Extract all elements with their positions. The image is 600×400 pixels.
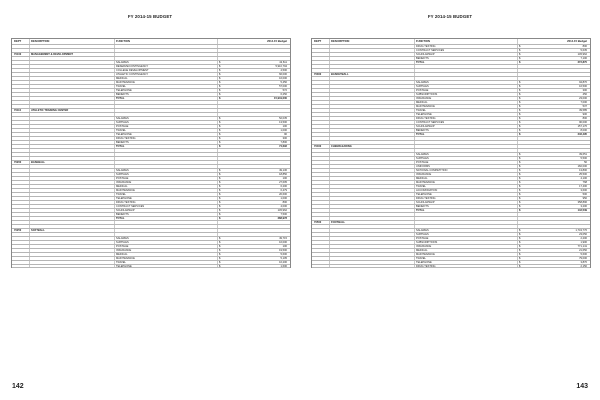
dept-description: SOFTBALL (31, 229, 45, 232)
dollar-sign: $ (219, 217, 221, 220)
dollar-sign: $ (219, 201, 221, 204)
table-row (312, 264, 590, 268)
page-number: 142 (12, 383, 24, 390)
budget-amount: 500 (582, 193, 587, 196)
budget-amount: 25,500 (579, 173, 587, 176)
function-name: SCHOLARSHIP (116, 209, 135, 212)
function-name: SUPPLIES (416, 85, 429, 88)
function-name: TELEPHONE (116, 89, 132, 92)
budget-amount: 157,176 (577, 125, 587, 128)
dollar-sign: $ (219, 265, 221, 268)
dollar-sign: $ (519, 161, 521, 164)
dollar-sign: $ (519, 265, 521, 268)
function-name: TRAVEL (116, 85, 126, 88)
header-budget: 2014-15 Budget (567, 40, 587, 43)
function-name: UNIFORMS (416, 165, 430, 168)
budget-amount: 4,000 (280, 205, 287, 208)
dollar-sign: $ (219, 185, 221, 188)
function-name: TELEPHONE (416, 193, 432, 196)
function-name: TOTAL (416, 133, 425, 136)
dollar-sign: $ (519, 245, 521, 248)
budget-amount: 50 (584, 161, 587, 164)
function-name: POSTAGE (416, 89, 429, 92)
dollar-sign: $ (219, 85, 221, 88)
header-description: DESCRIPTION (31, 40, 50, 43)
dollar-sign: $ (519, 157, 521, 160)
budget-amount: 7,500 (280, 213, 287, 216)
dollar-sign: $ (219, 77, 221, 80)
budget-amount: 23,050 (579, 233, 587, 236)
budget-amount: 537 (582, 105, 587, 108)
budget-amount: 39,585 (579, 109, 587, 112)
budget-amount: 16,500 (579, 85, 587, 88)
budget-amount: 1,900 (580, 241, 587, 244)
function-name: DRUG TESTING (116, 137, 136, 140)
budget-amount: 5,600 (280, 253, 287, 256)
budget-amount: 6,250 (280, 93, 287, 96)
function-name: TRAVEL (116, 261, 126, 264)
budget-amount: 15,919,000 (274, 97, 287, 100)
budget-amount: 49,715 (279, 237, 287, 240)
table-row (12, 264, 290, 268)
function-name: SALARIES (416, 153, 429, 156)
dollar-sign: $ (519, 61, 521, 64)
dollar-sign: $ (219, 241, 221, 244)
budget-amount: 16,000 (279, 77, 287, 80)
dollar-sign: $ (219, 73, 221, 76)
function-name: TRAVEL (416, 257, 426, 260)
function-name: SALARIES (416, 81, 429, 84)
function-name: TRAVEL (116, 129, 126, 132)
budget-amount: 23,000 (579, 97, 587, 100)
function-name: TOTAL (416, 61, 425, 64)
budget-amount: 79,000 (579, 257, 587, 260)
dollar-sign: $ (219, 65, 221, 68)
budget-amount: 1,743,776 (575, 229, 587, 232)
budget-amount: 16,000 (279, 241, 287, 244)
dollar-sign: $ (519, 49, 521, 52)
budget-amount: 142,539 (577, 209, 587, 212)
dollar-sign: $ (519, 129, 521, 132)
budget-amount: 90 (284, 133, 287, 136)
function-name: DRUG TESTING (116, 201, 136, 204)
budget-amount: 1,000 (280, 197, 287, 200)
function-name: BENEFITS (116, 141, 129, 144)
budget-amount: 5,500 (580, 157, 587, 160)
dept-description: MANAGEMENT & DEVELOPMENT (31, 53, 73, 56)
dollar-sign: $ (519, 89, 521, 92)
budget-amount: 572 (282, 89, 287, 92)
dollar-sign: $ (519, 81, 521, 84)
dollar-sign: $ (219, 129, 221, 132)
header-function: FUNCTION (416, 40, 430, 43)
dollar-sign: $ (219, 249, 221, 252)
budget-amount: 16,200 (279, 261, 287, 264)
function-name: MEDICAL (116, 77, 128, 80)
dollar-sign: $ (519, 165, 521, 168)
function-name: COLLEGE DEVELOPMENT (116, 69, 149, 72)
function-name: MEDICAL (416, 177, 428, 180)
function-name: BENEFITS (116, 93, 129, 96)
dollar-sign: $ (519, 173, 521, 176)
dept-description: BASEBALL (31, 161, 46, 164)
dollar-sign: $ (219, 117, 221, 120)
dollar-sign: $ (219, 181, 221, 184)
header-description: DESCRIPTION (331, 40, 350, 43)
function-name: SUPPLIES (116, 173, 129, 176)
budget-amount: 450 (582, 93, 587, 96)
dollar-sign: $ (519, 193, 521, 196)
dept-code: 70110 (14, 109, 22, 112)
function-name: POSTAGE (116, 177, 129, 180)
budget-amount: 4,500 (280, 69, 287, 72)
budget-amount: 272,870 (577, 61, 587, 64)
budget-amount: 100 (282, 245, 287, 248)
function-name: NATIONAL COMPETITION (416, 169, 448, 172)
dept-code: 70250 (14, 229, 22, 232)
dollar-sign: $ (219, 125, 221, 128)
dollar-sign: $ (519, 185, 521, 188)
function-name: MAINTENANCE (416, 181, 435, 184)
dollar-sign: $ (519, 121, 521, 124)
function-name: POSTAGE (416, 237, 429, 240)
dollar-sign: $ (519, 93, 521, 96)
dollar-sign: $ (219, 89, 221, 92)
dollar-sign: $ (519, 261, 521, 264)
dollar-sign: $ (519, 85, 521, 88)
dollar-sign: $ (219, 253, 221, 256)
dollar-sign: $ (519, 201, 521, 204)
dollar-sign: $ (519, 229, 521, 232)
function-name: SALARIES (416, 229, 429, 232)
dollar-sign: $ (219, 189, 221, 192)
function-name: INSURANCE (416, 245, 432, 248)
budget-amount: 1,000 (280, 129, 287, 132)
dollar-sign: $ (519, 205, 521, 208)
function-name: TELEPHONE (416, 113, 432, 116)
dollar-sign: $ (519, 209, 521, 212)
dollar-sign: $ (219, 205, 221, 208)
budget-amount: 17,400 (579, 185, 587, 188)
function-name: MAINTENANCE (116, 257, 135, 260)
dept-code: 70100 (14, 53, 22, 56)
dollar-sign: $ (219, 173, 221, 176)
dollar-sign: $ (519, 125, 521, 128)
function-name: DRUG TESTING (416, 197, 436, 200)
budget-amount: 300 (582, 89, 587, 92)
dollar-sign: $ (219, 209, 221, 212)
function-name: ATHLETIC CONTINGENCY (116, 73, 149, 76)
function-name: INSURANCE (416, 173, 432, 176)
function-name: SUPPLIES (416, 157, 429, 160)
dollar-sign: $ (219, 141, 221, 144)
dollar-sign: $ (519, 253, 521, 256)
function-name: CONTRACT SERVICES (416, 121, 445, 124)
function-name: SUBSCRIPTIONS (416, 93, 438, 96)
budget-amount: 13,800 (579, 169, 587, 172)
function-name: MEDICAL (116, 253, 128, 256)
function-name: TRAVEL (416, 185, 426, 188)
budget-amount: 7,100 (580, 57, 587, 60)
dollar-sign: $ (519, 109, 521, 112)
budget-amount: 27,605 (279, 181, 287, 184)
header-dept: DEPT (14, 40, 22, 43)
budget-amount: 42,611 (279, 61, 287, 64)
dollar-sign: $ (519, 249, 521, 252)
dollar-sign: $ (519, 105, 521, 108)
budget-amount: 94,870 (579, 81, 587, 84)
budget-amount: 52,035 (279, 117, 287, 120)
function-name: TOTAL (116, 217, 125, 220)
function-name: TRAVEL (416, 109, 426, 112)
function-name: MEDICAL (416, 101, 428, 104)
function-name: MAINTENANCE (416, 105, 435, 108)
function-name: MEDICAL (416, 249, 428, 252)
budget-amount: 768 (582, 181, 587, 184)
budget-amount: 39,651 (579, 153, 587, 156)
function-name: INSURANCE (116, 181, 132, 184)
function-name: SCHOLARSHIP (416, 53, 435, 56)
budget-amount: 3,200 (580, 205, 587, 208)
budget-amount: 3,870 (580, 261, 587, 264)
dollar-sign: $ (219, 197, 221, 200)
budget-amount: 100 (282, 177, 287, 180)
dollar-sign: $ (519, 133, 521, 136)
budget-amount: 18,850 (279, 173, 287, 176)
budget-amount: 19,500 (279, 249, 287, 252)
function-name: BENEFITS (116, 213, 129, 216)
dollar-sign: $ (219, 133, 221, 136)
dollar-sign: $ (219, 81, 221, 84)
dollar-sign: $ (219, 169, 221, 172)
dollar-sign: $ (219, 177, 221, 180)
budget-amount: 288,978 (277, 217, 287, 220)
function-name: SUPPLIES (416, 233, 429, 236)
function-name: MAINTENANCE (116, 81, 135, 84)
dollar-sign: $ (219, 193, 221, 196)
function-name: MEDICAL (116, 185, 128, 188)
dollar-sign: $ (519, 101, 521, 104)
function-name: DRUG TESTING (416, 265, 436, 268)
budget-amount: 6,479 (280, 189, 287, 192)
function-name: CONTRACT SERVICES (416, 49, 445, 52)
function-name: SUPPLIES (116, 121, 129, 124)
dollar-sign: $ (219, 61, 221, 64)
dollar-sign: $ (219, 69, 221, 72)
function-name: SALARIES (116, 169, 129, 172)
function-name: BENEFITS (416, 129, 429, 132)
budget-amount: 49,136 (279, 169, 287, 172)
dollar-sign: $ (519, 177, 521, 180)
function-name: POSTAGE (416, 161, 429, 164)
dept-description: BASKETBALL (331, 73, 349, 76)
function-name: TELEPHONE (116, 265, 132, 268)
function-name: SALARIES (116, 61, 129, 64)
dollar-sign: $ (519, 257, 521, 260)
budget-amount: 5,910,794 (275, 65, 287, 68)
dollar-sign: $ (519, 153, 521, 156)
function-name: ACCOMODATION (416, 189, 438, 192)
budget-table (311, 38, 591, 268)
budget-amount: 100 (282, 125, 287, 128)
function-name: BENEFITS (416, 205, 429, 208)
dollar-sign: $ (219, 245, 221, 248)
dept-code: 70400 (314, 145, 322, 148)
function-name: SCHOLARSHIP (416, 125, 435, 128)
budget-amount: 145,962 (277, 209, 287, 212)
budget-amount: 4,100 (580, 177, 587, 180)
function-name: SCHOLARSHIP (416, 201, 435, 204)
budget-amount: 900 (582, 113, 587, 116)
budget-amount: 950 (582, 197, 587, 200)
budget-amount: 57,000 (279, 85, 287, 88)
budget-amount: 20,600 (279, 193, 287, 196)
budget-amount: 7,800 (280, 141, 287, 144)
dollar-sign: $ (519, 197, 521, 200)
budget-amount: 3,600 (580, 189, 587, 192)
dollar-sign: $ (219, 213, 221, 216)
header-budget: 2014-15 Budget (267, 40, 287, 43)
dollar-sign: $ (519, 241, 521, 244)
dollar-sign: $ (219, 257, 221, 260)
header-function: FUNCTION (116, 40, 130, 43)
dollar-sign: $ (519, 237, 521, 240)
dollar-sign: $ (219, 137, 221, 140)
function-name: TELEPHONE (116, 133, 132, 136)
dollar-sign: $ (219, 97, 221, 100)
budget-amount: 771,141 (577, 245, 587, 248)
function-name: INSURANCE (416, 97, 432, 100)
dollar-sign: $ (219, 145, 221, 148)
dept-description: FOOTBALL (331, 221, 346, 224)
page-number: 143 (576, 383, 588, 390)
budget-amount: 2,200 (580, 237, 587, 240)
dollar-sign: $ (519, 57, 521, 60)
function-name: TOTAL (116, 145, 125, 148)
dollar-sign: $ (519, 45, 521, 48)
dept-description: CHEERLEADING (331, 145, 352, 148)
budget-amount: 13,500 (279, 121, 287, 124)
function-name: TOTAL (416, 209, 425, 212)
budget-amount: 5,450 (280, 81, 287, 84)
right-page (300, 0, 600, 400)
budget-amount: 800 (582, 45, 587, 48)
function-name: CONTRACT SERVICES (116, 205, 145, 208)
function-name: MAINTENANCE (116, 189, 135, 192)
budget-amount: 6,200 (280, 185, 287, 188)
budget-amount: 7,000 (580, 101, 587, 104)
page-title: FY 2014-15 BUDGET (127, 14, 173, 19)
function-name: TELEPHONE (416, 261, 432, 264)
dollar-sign: $ (219, 237, 221, 240)
dollar-sign: $ (519, 113, 521, 116)
budget-amount: 5,635 (580, 49, 587, 52)
dollar-sign: $ (519, 53, 521, 56)
header-dept: DEPT (314, 40, 322, 43)
budget-amount: 300 (282, 137, 287, 140)
budget-amount: 66,000 (279, 73, 287, 76)
function-name: DRUG TESTING (416, 117, 436, 120)
budget-amount: 5,600 (580, 253, 587, 256)
dollar-sign: $ (219, 261, 221, 264)
function-name: RESERVE/CONTINGENCY (116, 65, 149, 68)
dept-code: 70300 (314, 73, 322, 76)
function-name: POSTAGE (116, 245, 129, 248)
function-name: MAINTENANCE (416, 253, 435, 256)
budget-amount: 160,000 (577, 165, 587, 168)
budget-amount: 90,000 (579, 121, 587, 124)
dollar-sign: $ (519, 117, 521, 120)
budget-amount: 2,150 (580, 265, 587, 268)
function-name: TRAVEL (116, 193, 126, 196)
dept-description: ATHLETIC TRAINING CENTER (31, 109, 69, 112)
budget-amount: 358,896 (577, 201, 587, 204)
function-name: DRUG TESTING (416, 45, 436, 48)
budget-amount: 21,650 (579, 249, 587, 252)
dollar-sign: $ (219, 93, 221, 96)
dollar-sign: $ (519, 189, 521, 192)
page-title: FY 2014-15 BUDGET (427, 14, 473, 19)
function-name: TOTAL (116, 97, 125, 100)
function-name: SALARIES (116, 117, 129, 120)
budget-amount: 74,692 (279, 145, 287, 148)
dollar-sign: $ (519, 181, 521, 184)
dollar-sign: $ (519, 97, 521, 100)
budget-amount: 800 (282, 201, 287, 204)
function-name: INSURANCE (116, 249, 132, 252)
budget-amount: 5,105 (280, 257, 287, 260)
budget-table (11, 38, 291, 268)
function-name: SALARIES (116, 237, 129, 240)
budget-amount: 246,495 (577, 133, 587, 136)
budget-amount: 8,000 (580, 129, 587, 132)
function-name: SUPPLIES (116, 241, 129, 244)
function-name: BENEFITS (416, 57, 429, 60)
budget-amount: 145,962 (577, 53, 587, 56)
dept-code: 70500 (314, 221, 322, 224)
budget-amount: 1,600 (280, 265, 287, 268)
dept-code: 70200 (14, 161, 22, 164)
function-name: POSTAGE (116, 125, 129, 128)
function-name: SUBSCRIPTIONS (416, 241, 438, 244)
dollar-sign: $ (219, 121, 221, 124)
function-name: TELEPHONE (116, 197, 132, 200)
dollar-sign: $ (519, 169, 521, 172)
dollar-sign: $ (519, 233, 521, 236)
budget-amount: 800 (582, 117, 587, 120)
